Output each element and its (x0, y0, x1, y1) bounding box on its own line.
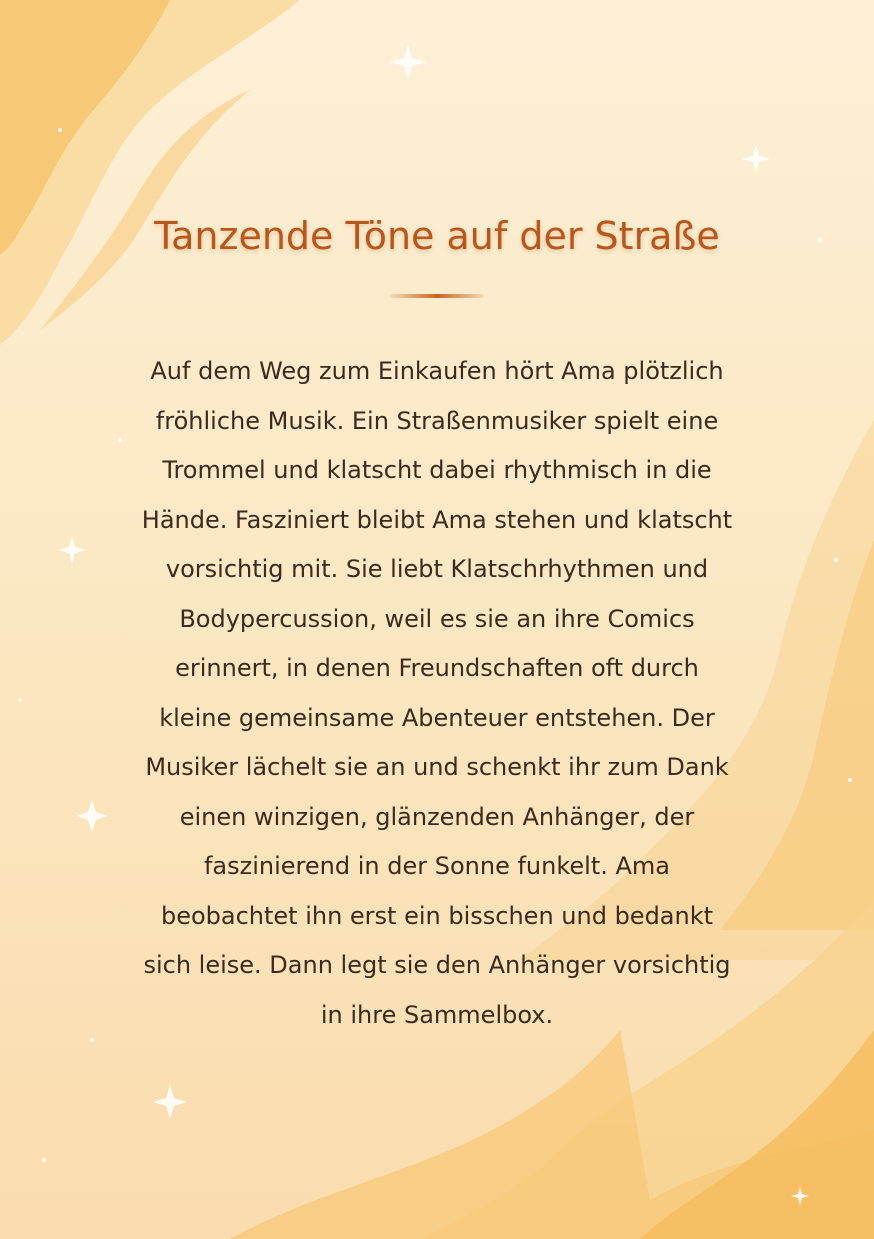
body-line: fröhliche Musik. Ein Straßenmusiker spielt eine (155, 406, 719, 435)
title-divider (390, 294, 484, 298)
body-line: Auf dem Weg zum Einkaufen hört Ama plötzlich (150, 357, 724, 385)
body-line: Bodypercussion, weil es sie an ihre Comics (179, 604, 695, 633)
page-title: Tanzende Töne auf der Straße (154, 214, 720, 258)
body-line: einen winzigen, glänzenden Anhänger, der (179, 802, 695, 831)
body-line: kleine gemeinsame Abenteuer entstehen. Der (159, 703, 715, 732)
body-line: beobachtet ihn erst ein bisschen und bedankt (160, 901, 714, 930)
sparkle-5 (153, 1085, 187, 1119)
body-line: vorsichtig mit. Sie liebt Klatschrhythmen und (165, 555, 709, 583)
story-body (90, 347, 784, 1040)
dot-4 (42, 1158, 46, 1162)
body-line: erinnert, in denen Freundschaften oft durch (175, 654, 699, 682)
dot-6 (848, 778, 852, 782)
dot-1 (818, 238, 823, 243)
body-line: sich leise. Dann legt sie den Anhänger vorsichtig (143, 951, 731, 979)
dot-2 (58, 128, 62, 132)
sparkle-3 (58, 536, 86, 564)
dot-8 (18, 698, 21, 701)
body-line: in ihre Sammelbox. (320, 1000, 554, 1029)
sparkle-1 (390, 44, 426, 80)
body-line: Musiker lächelt sie an und schenkt ihr zum Dank (145, 753, 729, 781)
body-line: Hände. Fasziniert bleibt Ama stehen und klatscht (141, 505, 733, 534)
dot-3 (834, 558, 838, 562)
story-content (90, 200, 784, 1040)
sparkle-2 (742, 145, 770, 173)
body-line: Trommel und klatscht dabei rhythmisch in die (162, 456, 712, 484)
body-line: faszinierend in der Sonne funkelt. Ama (203, 852, 670, 880)
